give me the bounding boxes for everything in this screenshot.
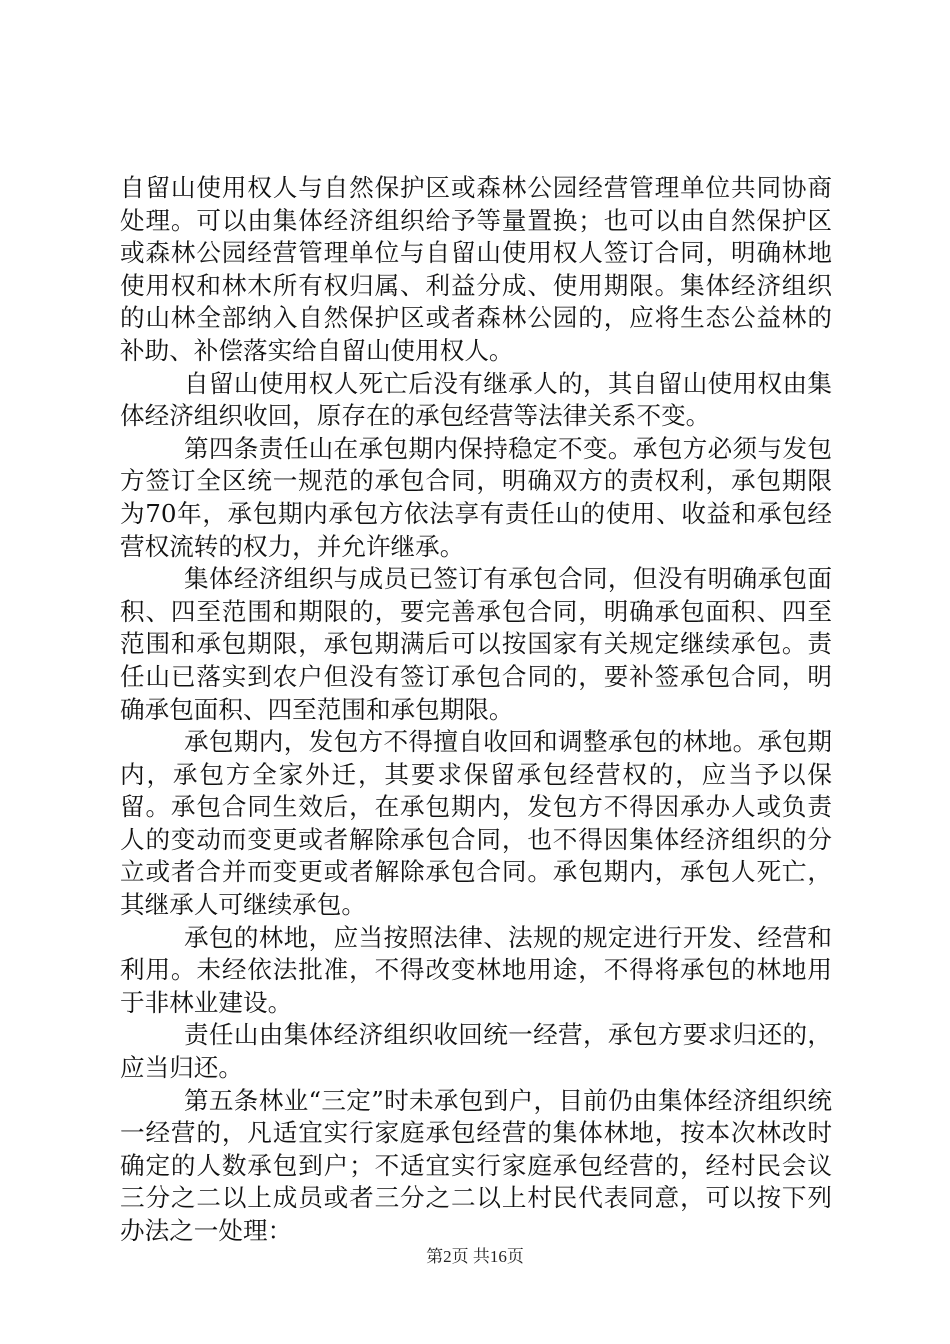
paragraph-3: 第四条责任山在承包期内保持稳定不变。承包方必须与发包方签订全区统一规范的承包合同，明确双方的责权利，承包期限为70年，承包期内承包方依法享有责任山的使用、收益和承包经营权流转的权力，并允许继承。 [120,433,832,561]
paragraph-8: 第五条林业“三定”时未承包到户，目前仍由集体经济组织统一经营的，凡适宜实行家庭承包经营的集体林地，按本次林改时确定的人数承包到户；不适宜实行家庭承包经营的，经村民会议三分之二以上成员或者三分之二以上村民代表同意，可以按下列办法之一处理： [120,1085,832,1245]
paragraph-1: 自留山使用权人与自然保护区或森林公园经营管理单位共同协商处理。可以由集体经济组织给予等量置换；也可以由自然保护区或森林公园经营管理单位与自留山使用权人签订合同，明确林地使用权和林木所有权归属、利益分成、使用期限。集体经济组织的山林全部纳入自然保护区或者森林公园的，应将生态公益林的补助、补偿落实给自留山使用权人。 [120,173,832,365]
document-body [120,172,832,1248]
paragraph-6: 承包的林地，应当按照法律、法规的规定进行开发、经营和利用。未经依法批准，不得改变林地用途，不得将承包的林地用于非林业建设。 [120,922,832,1017]
page-footer [0,1242,950,1267]
paragraph-5: 承包期内，发包方不得擅自收回和调整承包的林地。承包期内，承包方全家外迁，其要求保留承包经营权的，应当予以保留。承包合同生效后，在承包期内，发包方不得因承办人或负责人的变动而变更或者解除承包合同，也不得因集体经济组织的分立或者合并而变更或者解除承包合同。承包期内，承包人死亡，其继承人可继续承包。 [120,727,832,920]
paragraph-2: 自留山使用权人死亡后没有继承人的，其自留山使用权由集体经济组织收回，原存在的承包经营等法律关系不变。 [120,368,832,431]
paragraph-4: 集体经济组织与成员已签订有承包合同，但没有明确承包面积、四至范围和期限的，要完善承包合同，明确承包面积、四至范围和承包期限，承包期满后可以按国家有关规定继续承包。责任山已落实到农户但没有签订承包合同的，要补签承包合同，明确承包面积、四至范围和承包期限。 [120,564,832,724]
page-number-label: 第2页 共16页 [426,1247,524,1266]
paragraph-7: 责任山由集体经济组织收回统一经营，承包方要求归还的，应当归还。 [120,1020,832,1083]
